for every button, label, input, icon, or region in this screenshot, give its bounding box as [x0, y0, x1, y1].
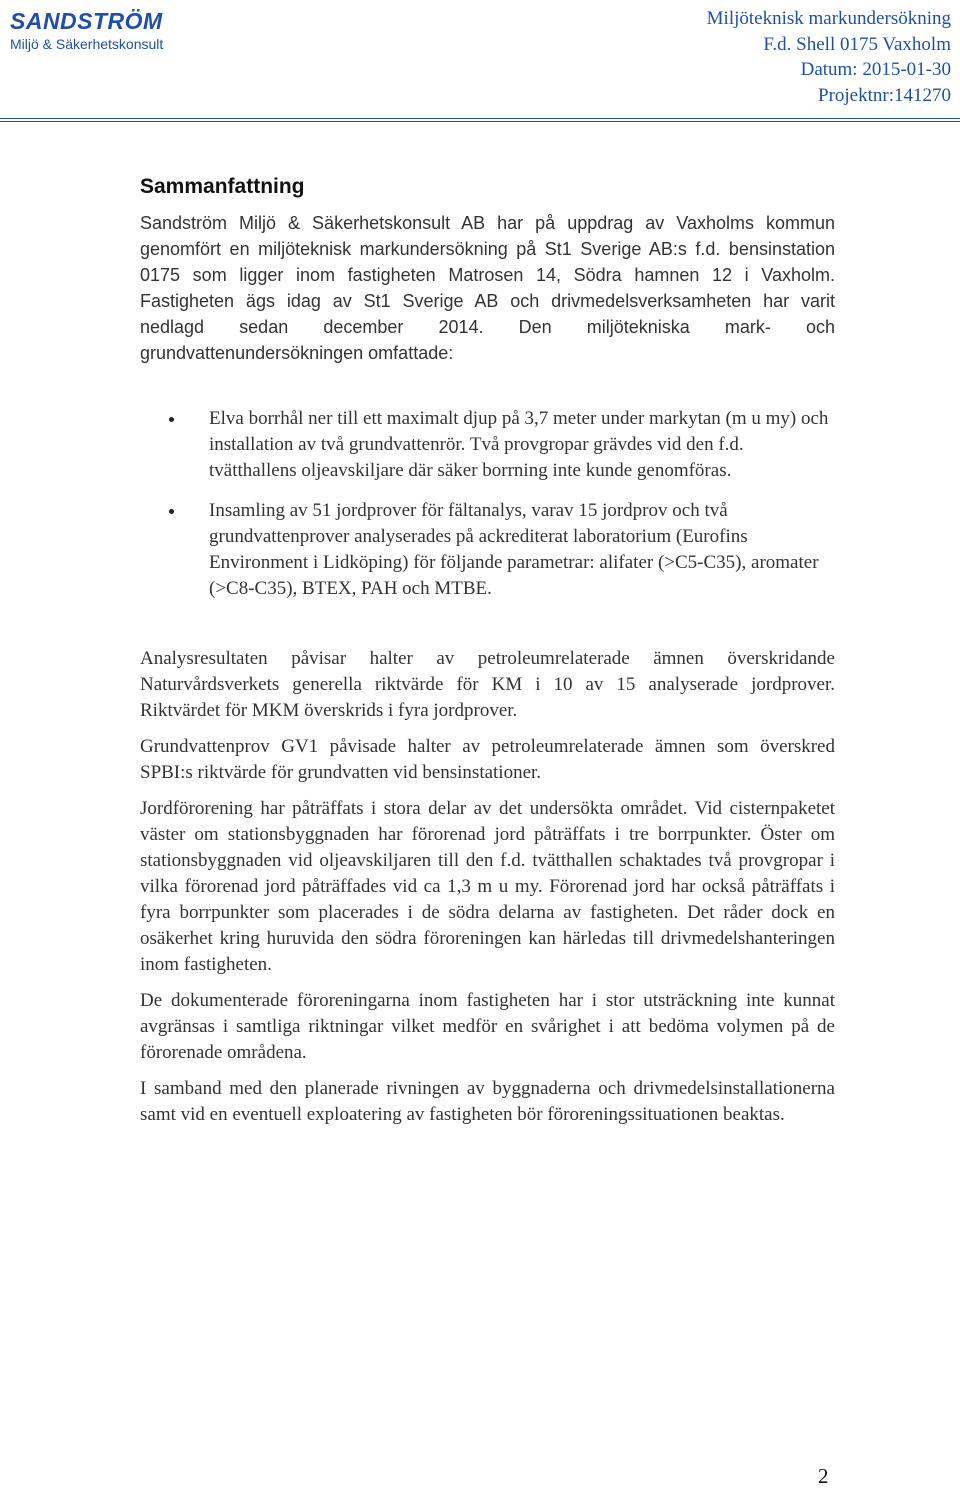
list-item	[140, 406, 835, 484]
groundwater-paragraph: Grundvattenprov GV1 påvisade halter av petroleumrelaterade ämnen som överskred SPBI:s riktvärde för grundvatten vid bensinstationer.	[140, 736, 835, 783]
page-number: 2	[818, 1464, 829, 1488]
scope-list	[140, 406, 835, 602]
project-number: Projektnr:141270	[818, 84, 951, 106]
list-item-text: Elva borrhål ner till ett maximalt djup på 3,7 meter under markytan (m u my) och installation av två grundvattenrör. Två provgropar grävdes vid den f.d. tvätthallens oljeavskiljare där säker borrning inte kunde genomföras.	[209, 408, 829, 481]
summary-section	[140, 172, 835, 1138]
bullet-icon	[169, 417, 174, 422]
header-info	[707, 6, 951, 108]
intro-paragraph: Sandström Miljö & Säkerhetskonsult AB har på uppdrag av Vaxholms kommun genomfört en miljöteknisk markundersökning på St1 Sverige AB:s f.d. bensinstation 0175 som ligger inom fastigheten Matrosen 14, Södra hamnen 12 i Vaxholm. Fastigheten ägs idag av St1 Sverige AB och drivmedelsverksamheten har varit nedlagd sedan december 2014. Den miljötekniska mark- och grundvattenundersökningen omfattade:	[140, 213, 835, 363]
bullet-icon	[169, 509, 174, 514]
report-date: Datum: 2015-01-30	[800, 59, 951, 80]
logo-subtitle: Miljö & Säkerhetskonsult	[10, 36, 164, 52]
results-paragraph: Analysresultaten påvisar halter av petroleumrelaterade ämnen överskridande Naturvårdsverkets generella riktvärde för KM i 10 av 15 analyserade jordprover. Riktvärdet för MKM överskrids i fyra jordprover.	[140, 648, 835, 721]
contamination-paragraph: Jordförorening har påträffats i stora delar av det undersökta området. Vid cisternpaketet väster om stationsbyggnaden har förorenad jord påträffats i tre borrpunkter. Öster om stationsbyggnaden vid oljeavskiljaren till den f.d. tvätthallen schaktades två provgropar i vilka förorenad jord påträffades vid ca 1,3 m u my. Förorenad jord har också påträffats i fyra borrpunkter som placerades i de södra delarna av fastigheten. Det råder dock en osäkerhet kring huruvida den södra föroreningen kan härledas till drivmedelshanteringen inom fastigheten.	[140, 798, 835, 975]
delineation-paragraph: De dokumenterade föroreningarna inom fastigheten har i stor utsträckning inte kunnat avgränsas i samtliga riktningar vilket medför en svårighet i att bedöma volymen på de förorenade områdena.	[140, 990, 835, 1063]
header-divider	[0, 118, 960, 122]
section-title: Sammanfattning	[140, 175, 305, 198]
list-item-text: Insamling av 51 jordprover för fältanalys, varav 15 jordprov och två grundvattenprover analyserades på ackrediterat laboratorium (Eurofins Environment i Lidköping) för följande parametrar: alifater (>C5-C35), aromater (>C8-C35), BTEX, PAH och MTBE.	[209, 500, 819, 599]
list-item	[140, 498, 835, 602]
logo-name: SANDSTRÖM	[10, 8, 163, 34]
company-logo	[10, 8, 163, 53]
site-name: F.d. Shell 0175 Vaxholm	[763, 33, 951, 55]
report-type: Miljöteknisk markundersökning	[706, 8, 951, 29]
recommendation-paragraph: I samband med den planerade rivningen av byggnaderna och drivmedelsinstallationerna samt vid en eventuell exploatering av fastigheten bör föroreningssituationen beaktas.	[140, 1078, 835, 1125]
